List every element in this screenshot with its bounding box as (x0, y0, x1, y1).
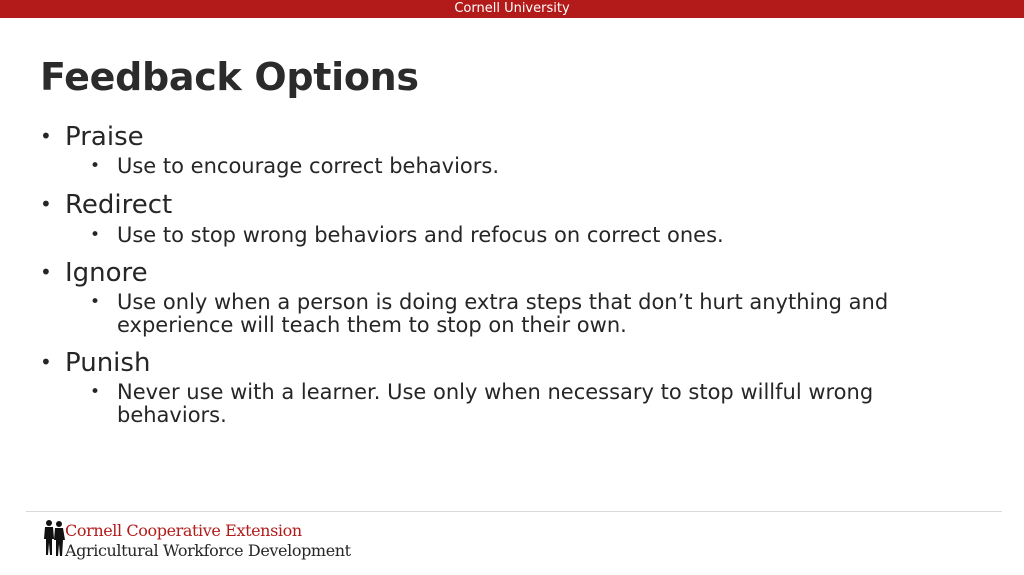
bullet-icon: • (40, 260, 52, 284)
two-people-silhouette-icon (42, 519, 66, 557)
sub-item-text: Use only when a person is doing extra steps that don’t hurt anything and experience will teach them to stop on their own. (117, 290, 889, 337)
bullet-icon: • (90, 382, 101, 402)
list-item-redirect (40, 189, 172, 220)
bullet-label: Ignore (65, 258, 148, 288)
bullet-label: Praise (65, 122, 144, 152)
bullet-label: Punish (65, 348, 151, 378)
sub-item-punish (90, 381, 950, 427)
bullet-icon: • (40, 192, 52, 216)
slide-title: Feedback Options (40, 55, 419, 99)
bullet-label: Redirect (65, 190, 173, 220)
sub-item-redirect (90, 224, 950, 247)
list-item-ignore (40, 257, 148, 288)
bullet-icon: • (40, 350, 52, 374)
sub-item-ignore (90, 291, 950, 337)
bullet-icon: • (90, 156, 101, 176)
institution-name: Cornell University (454, 1, 570, 16)
bullet-icon: • (90, 292, 101, 312)
list-item-punish (40, 347, 150, 378)
footer-org-name: Cornell Cooperative Extension (65, 521, 302, 540)
footer-divider (26, 511, 1002, 512)
bullet-icon: • (40, 124, 52, 148)
list-item-praise (40, 121, 144, 152)
sub-item-praise (90, 155, 950, 178)
sub-item-text: Use to stop wrong behaviors and refocus on correct ones. (117, 223, 724, 247)
bullet-icon: • (90, 225, 101, 245)
sub-item-text: Never use with a learner. Use only when necessary to stop willful wrong behaviors. (117, 380, 874, 427)
footer-program-name: Agricultural Workforce Development (65, 541, 351, 560)
sub-item-text: Use to encourage correct behaviors. (117, 154, 500, 178)
